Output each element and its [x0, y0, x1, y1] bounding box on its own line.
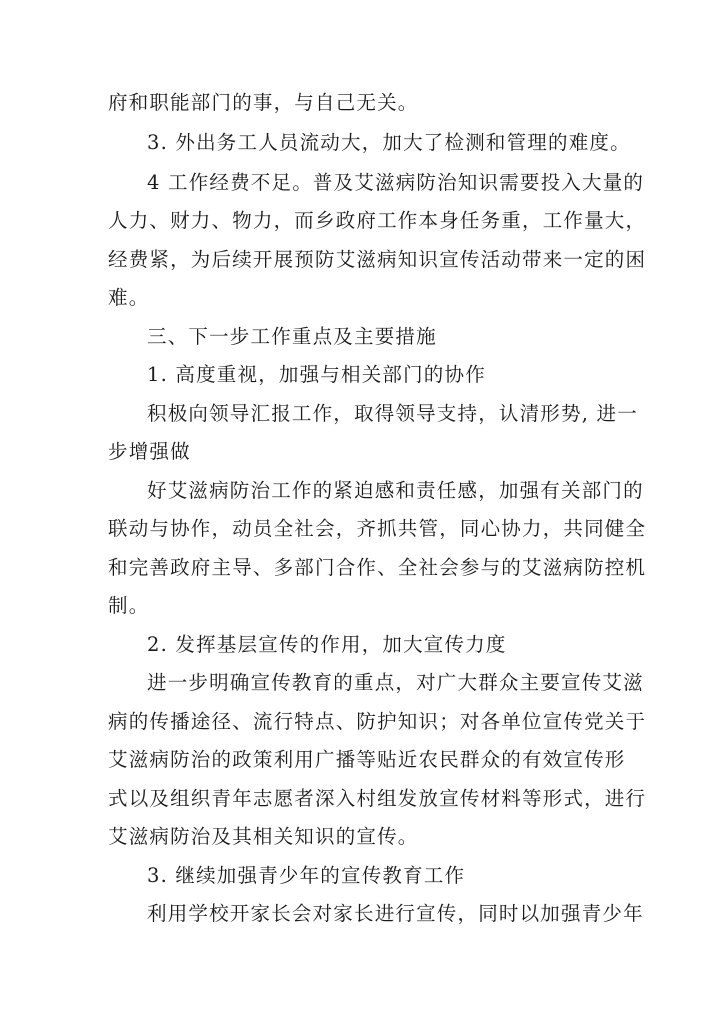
- text-line: 联动与协作，动员全社会，齐抓共管，同心协力，共同健全: [108, 517, 647, 540]
- text-line: 经费紧，为后续开展预防艾滋病知识宣传活动带来一定的困: [108, 248, 647, 271]
- text-line: 艾滋病防治的政策利用广播等贴近农民群众的有效宣传形: [108, 748, 626, 771]
- text-line: 好艾滋病防治工作的紧迫感和责任感，加强有关部门的: [147, 479, 644, 502]
- text-line: 府和职能部门的事，与自己无关。: [108, 91, 419, 114]
- text-line: 步增强做: [108, 440, 191, 463]
- text-line: 人力、财力、物力，而乡政府工作本身任务重，工作量大，: [108, 209, 647, 232]
- section-heading: 三、下一步工作重点及主要措施: [147, 325, 437, 348]
- text-line: 4 工作经费不足。普及艾滋病防治知识需要投入大量的: [147, 171, 645, 194]
- text-line: 和完善政府主导、多部门合作、全社会参与的艾滋病防控机: [108, 556, 647, 579]
- text-line: 式以及组织青年志愿者深入村组发放宣传材料等形式，进行: [108, 787, 647, 810]
- subsection-heading: 2. 发挥基层宣传的作用，加大宣传力度: [147, 633, 507, 656]
- text-line: 难。: [108, 286, 150, 309]
- text-line: 3. 外出务工人员流动大，加大了检测和管理的难度。: [147, 131, 631, 154]
- text-line: 积极向领导汇报工作，取得领导支持，认清形势, 进一: [147, 402, 638, 425]
- subsection-heading: 1. 高度重视，加强与相关部门的协作: [147, 363, 486, 386]
- subsection-heading: 3. 继续加强青少年的宣传教育工作: [147, 864, 466, 887]
- text-line: 病的传播途径、流行特点、防护知识；对各单位宣传党关于: [108, 710, 647, 733]
- text-line: 利用学校开家长会对家长进行宣传，同时以加强青少年: [147, 902, 644, 925]
- text-line: 进一步明确宣传教育的重点，对广大群众主要宣传艾滋: [147, 671, 644, 694]
- text-line: 艾滋病防治及其相关知识的宣传。: [108, 825, 419, 848]
- text-line: 制。: [108, 594, 150, 617]
